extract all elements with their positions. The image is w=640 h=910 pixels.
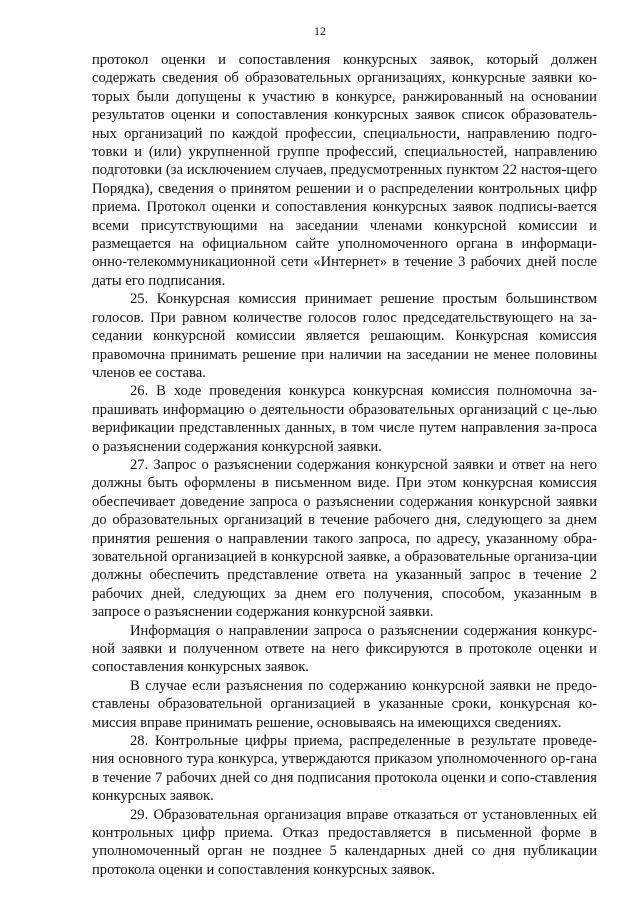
- paragraph-25: 25. Конкурсная комиссия принимает решение простым большинством голосов. При равном количестве голосов голос председательствующего на за-седании конкурсной комиссии является решающим. Конкурсная комиссия правомочна принимать решение при наличии на заседании не менее половины членов ее состава.: [92, 291, 597, 381]
- paragraph-28: 28. Контрольные цифры приема, распределенные в результате проведе-ния основного тура конкурса, утверждаются приказом уполномоченного ор-гана в течение 7 рабочих дней со дня подписания протокола оценки и сопо-ставления конкурсных заявок.: [92, 733, 597, 805]
- paragraph-27-case: В случае если разъяснения по содержанию конкурсной заявки не предо-ставлены образовательной организацией в указанные сроки, конкурсная ко-миссия вправе принимать решение, основываясь на имеющихся сведениях.: [92, 677, 597, 731]
- paragraph-26: 26. В ходе проведения конкурса конкурсная комиссия полномочна за-прашивать информацию о деятельности образовательных организаций с це-лью верификации представленных данных, в том числе путем направления за-проса о разъяснении содержания конкурсной заявки.: [92, 383, 597, 455]
- paragraph-29: 29. Образовательная организация вправе отказаться от установленных ей контрольных цифр приема. Отказ предоставляется в письменной форме в уполномоченный орган не позднее 5 календарных дней со дня публикации протокола оценки и сопоставления конкурсных заявок.: [92, 806, 597, 878]
- paragraph-27: 27. Запрос о разъяснении содержания конкурсной заявки и ответ на него должны быть оформлены в письменном виде. При этом конкурсная комиссия обеспечивает доведение запроса о разъяснении содержания конкурсной заявки до образовательных организаций в течение рабочего дня, следующего за днем принятия решения о направлении такого запроса, по адресу, указанному обра-зовательной организацией в конкурсной заявке, а образовательные организа-ции должны обеспечить представление ответа на указанный запрос в течение 2 рабочих дней, следующих за днем его получения, способом, указанным в запросе о разъяснении содержания конкурсной заявки.: [92, 456, 597, 621]
- document-body: [92, 51, 597, 879]
- page-number: 12: [314, 24, 326, 38]
- paragraph-continuation: протокол оценки и сопоставления конкурсных заявок, который должен содержать сведения об образовательных организациях, конкурсные заявки ко-торых были допущены к участию в конкурсе, ранжированный на основании результатов оценки и сопоставления конкурсных заявок список образователь-ных организаций по каждой профессии, специальности, направлению подго-товки и (или) укрупненной группе профессий, специальностей, направлению подготовки (за исключением случаев, предусмотренных пунктом 22 настоя-щего Порядка), сведения о принятом решении и о распределении контрольных цифр приема. Протокол оценки и сопоставления конкурсных заявок подписы-вается всеми присутствующими на заседании членами конкурсной комиссии и размещается на официальном сайте уполномоченного органа в информаци-онно-телекоммуникационной сети «Интернет» в течение 3 рабочих дней после даты его подписания.: [92, 52, 597, 289]
- paragraph-27-information: Информация о направлении запроса о разъяснении содержания конкурс-ной заявки и полученном ответе на него фиксируются в протоколе оценки и сопоставления конкурсных заявок.: [92, 622, 597, 676]
